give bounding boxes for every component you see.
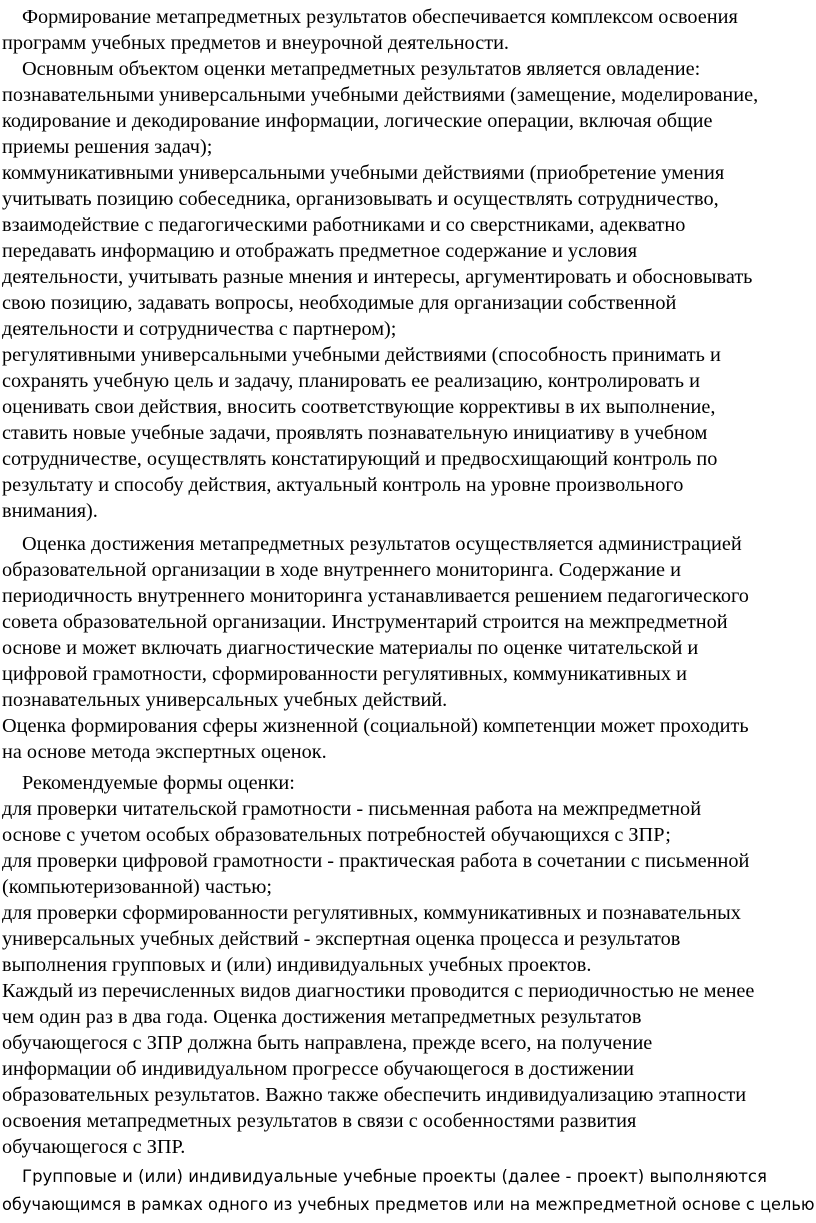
text-line: кодирование и декодирование информации, логические операции, включая общие xyxy=(2,110,713,132)
text-line: коммуникативными универсальными учебными действиями (приобретение умения xyxy=(2,162,725,184)
text-line: передавать информацию и отображать предметное содержание и условия xyxy=(2,240,638,262)
text-line: обучающимся в рамках одного из учебных предметов или на межпредметной основе с целью xyxy=(2,1195,815,1214)
text-line: основе с учетом особых образовательных потребностей обучающихся с ЗПР; xyxy=(2,824,671,846)
text-line: Оценка формирования сферы жизненной (социальной) компетенции может проходить xyxy=(2,715,749,737)
text-line: периодичность внутреннего мониторинга устанавливается решением педагогического xyxy=(2,585,749,607)
text-line: познавательными универсальными учебными действиями (замещение, моделирование, xyxy=(2,84,759,106)
text-line: регулятивными универсальными учебными действиями (способность принимать и xyxy=(2,344,721,366)
text-line: на основе метода экспертных оценок. xyxy=(2,741,327,763)
text-line: освоения метапредметных результатов в связи с особенностями развития xyxy=(2,1110,637,1132)
text-line: для проверки читательской грамотности - письменная работа на межпредметной xyxy=(2,798,702,820)
text-line: (компьютеризованной) частью; xyxy=(2,876,272,898)
text-line: приемы решения задач); xyxy=(2,136,213,158)
text-line: оценивать свои действия, вносить соответствующие коррективы в их выполнение, xyxy=(2,396,716,418)
text-line: результату и способу действия, актуальный контроль на уровне произвольного xyxy=(2,474,684,496)
text-line: учитывать позицию собеседника, организовывать и осуществлять сотрудничество, xyxy=(2,188,719,210)
text-line: Оценка достижения метапредметных результатов осуществляется администрацией xyxy=(22,533,742,555)
text-line: цифровой грамотности, сформированности регулятивных, коммуникативных и xyxy=(2,663,687,685)
text-line: для проверки сформированности регулятивных, коммуникативных и познавательных xyxy=(2,902,741,924)
text-line: основе и может включать диагностические материалы по оценке читательской и xyxy=(2,637,699,659)
text-line: свою позицию, задавать вопросы, необходимые для организации собственной xyxy=(2,292,677,314)
text-line: Формирование метапредметных результатов обеспечивается комплексом освоения xyxy=(22,6,738,28)
text-line: чем один раз в два года. Оценка достижения метапредметных результатов xyxy=(2,1006,642,1028)
text-line: ставить новые учебные задачи, проявлять познавательную инициативу в учебном xyxy=(2,422,708,444)
text-line: взаимодействие с педагогическими работниками и со сверстниками, адекватно xyxy=(2,214,686,236)
text-line: Рекомендуемые формы оценки: xyxy=(22,772,295,794)
text-line: Основным объектом оценки метапредметных результатов является овладение: xyxy=(22,58,701,80)
text-line: выполнения групповых и (или) индивидуальных учебных проектов. xyxy=(2,954,592,976)
text-line: информации об индивидуальном прогрессе обучающегося в достижении xyxy=(2,1058,634,1080)
text-line: программ учебных предметов и внеурочной деятельности. xyxy=(2,32,509,54)
text-line: деятельности, учитывать разные мнения и интересы, аргументировать и обосновывать xyxy=(2,266,753,288)
text-line: для проверки цифровой грамотности - практическая работа в сочетании с письменной xyxy=(2,850,750,872)
text-line: образовательной организации в ходе внутреннего мониторинга. Содержание и xyxy=(2,559,681,581)
text-line: совета образовательной организации. Инструментарий строится на межпредметной xyxy=(2,611,728,633)
text-line: внимания). xyxy=(2,500,98,522)
text-line: универсальных учебных действий - экспертная оценка процесса и результатов xyxy=(2,928,681,950)
text-line: сотрудничестве, осуществлять констатирующий и предвосхищающий контроль по xyxy=(2,448,718,470)
text-line: обучающегося с ЗПР. xyxy=(2,1136,186,1158)
text-line: обучающегося с ЗПР должна быть направлена, прежде всего, на получение xyxy=(2,1032,653,1054)
text-line: Каждый из перечисленных видов диагностики проводится с периодичностью не менее xyxy=(2,980,755,1002)
text-line: Групповые и (или) индивидуальные учебные проекты (далее - проект) выполняются xyxy=(22,1167,767,1186)
text-line: познавательных универсальных учебных действий. xyxy=(2,689,448,711)
text-line: сохранять учебную цель и задачу, планировать ее реализацию, контролировать и xyxy=(2,370,700,392)
text-line: деятельности и сотрудничества с партнером); xyxy=(2,318,397,340)
text-line: образовательных результатов. Важно также обеспечить индивидуализацию этапности xyxy=(2,1084,747,1106)
